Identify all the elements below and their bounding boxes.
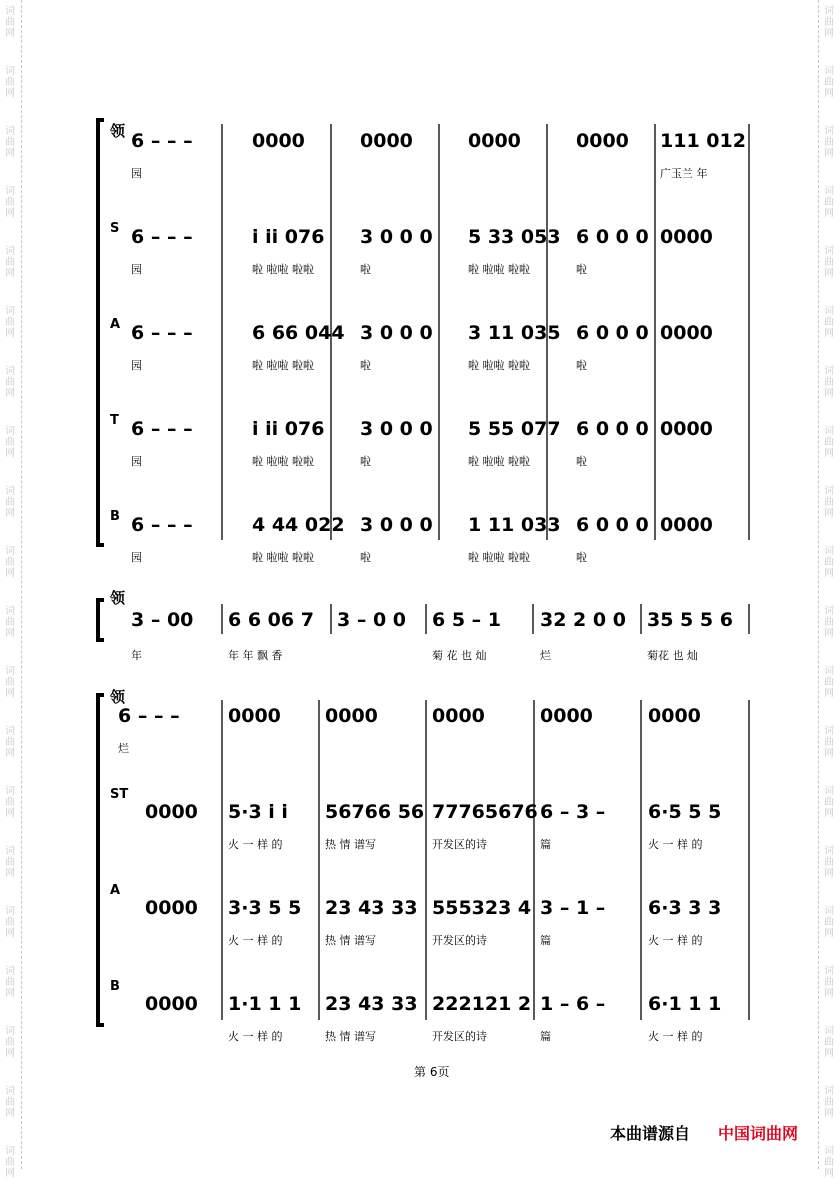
- measure-notes: 3·3 5 5: [228, 897, 302, 919]
- measure-notes: 6 0 0 0: [576, 226, 649, 248]
- watermark-text: 词 曲 网: [824, 546, 834, 579]
- watermark-text: 词 曲 网: [824, 726, 834, 759]
- watermark-text: 词 曲 网: [824, 906, 834, 939]
- watermark-text: 词 曲 网: [5, 66, 15, 99]
- measure-lyric: 啦: [360, 551, 371, 564]
- measure-lyric: 篇: [540, 934, 551, 947]
- measure-notes: 0000: [660, 322, 713, 344]
- measure-lyric: 啦 啦啦 啦啦: [468, 359, 530, 372]
- measure-notes: 3 0 0 0: [360, 322, 433, 344]
- measure-notes: 0000: [325, 705, 378, 727]
- measure-notes: 6·1 1 1: [648, 993, 722, 1015]
- measure-notes: 6 – – –: [131, 322, 193, 344]
- system-3-bracket: [98, 695, 104, 1025]
- measure-notes: 0000: [360, 130, 413, 152]
- watermark-text: 词 曲 网: [824, 1146, 834, 1179]
- measure-lyric: 年: [131, 649, 142, 662]
- system-3: [98, 688, 749, 1043]
- watermark-text: 词 曲 网: [824, 666, 834, 699]
- watermark-text: 词 曲 网: [5, 606, 15, 639]
- measure-notes: 6·3 3 3: [648, 897, 722, 919]
- measure-lyric: 火 一 样 的: [228, 838, 283, 851]
- measure-lyric: 火 一 样 的: [648, 934, 703, 947]
- measure-lyric: 啦: [576, 551, 587, 564]
- measure-notes: 4 44 022: [252, 514, 345, 536]
- watermark-text: 词 曲 网: [824, 126, 834, 159]
- measure-lyric: 啦: [576, 359, 587, 372]
- measure-lyric: 烂: [540, 649, 551, 662]
- measure-lyric: 篇: [540, 838, 551, 851]
- watermark-text: 词 曲 网: [824, 306, 834, 339]
- measure-notes: 1 – 6 –: [540, 993, 606, 1015]
- measure-notes: 5·3 i i: [228, 801, 288, 823]
- measure-notes: 1·1 1 1: [228, 993, 302, 1015]
- watermark-text: 词 曲 网: [5, 1146, 15, 1179]
- measure-lyric: 园: [131, 263, 142, 276]
- measure-lyric: 菊花 也 灿: [647, 649, 698, 662]
- watermark-text: 词 曲 网: [5, 666, 15, 699]
- watermark-text: 词 曲 网: [824, 786, 834, 819]
- watermark-text: 词 曲 网: [824, 6, 834, 39]
- measure-notes: 0000: [468, 130, 521, 152]
- measure-notes: 0000: [145, 801, 198, 823]
- measure-notes: 6 0 0 0: [576, 418, 649, 440]
- measure-lyric: 开发区的诗: [432, 934, 487, 947]
- credit-site-link[interactable]: 中国词曲网: [718, 1124, 799, 1143]
- watermark-text: 词 曲 网: [824, 366, 834, 399]
- measure-notes: 0000: [252, 130, 305, 152]
- measure-notes: 3 – 1 –: [540, 897, 606, 919]
- watermark-text: 词 曲 网: [5, 966, 15, 999]
- measure-notes: 111 012: [660, 130, 746, 152]
- measure-lyric: 啦: [360, 359, 371, 372]
- measure-lyric: 园: [131, 455, 142, 468]
- measure-notes: 23 43 33: [325, 897, 418, 919]
- measure-notes: 1 11 033: [468, 514, 561, 536]
- watermark-text: 词 曲 网: [5, 1086, 15, 1119]
- part-label: B: [110, 979, 120, 994]
- measure-notes: 0000: [660, 514, 713, 536]
- watermark-text: 词 曲 网: [824, 486, 834, 519]
- watermark-text: 词 曲 网: [824, 186, 834, 219]
- watermark-text: 词 曲 网: [5, 906, 15, 939]
- measure-notes: i ii 076: [252, 418, 325, 440]
- measure-notes: 3 0 0 0: [360, 418, 433, 440]
- system-1-bracket: [98, 120, 104, 545]
- measure-notes: 6 5 – 1: [432, 609, 502, 631]
- measure-notes: 3 11 035: [468, 322, 561, 344]
- measure-lyric: 烂: [118, 742, 129, 755]
- part-label: 领: [110, 122, 126, 140]
- measure-notes: 6 6 06 7: [228, 609, 314, 631]
- page-number: 第 6页: [414, 1065, 450, 1079]
- watermark-text: 词 曲 网: [824, 426, 834, 459]
- watermark-text: 词 曲 网: [5, 546, 15, 579]
- measure-lyric: 火 一 样 的: [648, 1030, 703, 1043]
- watermark-text: 词 曲 网: [5, 126, 15, 159]
- watermark-text: 词 曲 网: [824, 606, 834, 639]
- part-label: 领: [110, 688, 126, 706]
- part-label: B: [110, 509, 120, 524]
- measure-notes: 0000: [540, 705, 593, 727]
- measure-lyric: 啦 啦啦 啦啦: [252, 359, 314, 372]
- watermark-text: 词 曲 网: [824, 66, 834, 99]
- measure-lyric: 园: [131, 359, 142, 372]
- measure-notes: 0000: [432, 705, 485, 727]
- measure-notes: 222121 2: [432, 993, 532, 1015]
- part-label: A: [110, 883, 121, 898]
- credit-text: 本曲谱源自: [610, 1124, 691, 1143]
- measure-notes: 35 5 5 6: [647, 609, 733, 631]
- measure-lyric: 开发区的诗: [432, 838, 487, 851]
- measure-notes: 3 – 0 0: [337, 609, 407, 631]
- part-label: T: [110, 413, 119, 428]
- measure-notes: 6 – – –: [131, 130, 193, 152]
- watermark-text: 词 曲 网: [824, 846, 834, 879]
- watermark-text: 词 曲 网: [5, 1026, 15, 1059]
- measure-lyric: 啦 啦啦 啦啦: [252, 263, 314, 276]
- watermark-text: 词 曲 网: [5, 366, 15, 399]
- watermark-text: 词 曲 网: [5, 426, 15, 459]
- watermark-text: 词 曲 网: [824, 966, 834, 999]
- measure-lyric: 园: [131, 167, 142, 180]
- measure-lyric: 广玉兰 年: [660, 167, 708, 180]
- part-label: ST: [110, 787, 129, 802]
- measure-lyric: 园: [131, 551, 142, 564]
- measure-lyric: 开发区的诗: [432, 1030, 487, 1043]
- watermark-text: 词 曲 网: [5, 306, 15, 339]
- watermark-text: 词 曲 网: [824, 246, 834, 279]
- watermark-text: 词 曲 网: [824, 1086, 834, 1119]
- watermark-text: 词 曲 网: [5, 186, 15, 219]
- measure-lyric: 篇: [540, 1030, 551, 1043]
- measure-lyric: 啦 啦啦 啦啦: [468, 263, 530, 276]
- measure-lyric: 啦 啦啦 啦啦: [252, 551, 314, 564]
- measure-notes: 6·5 5 5: [648, 801, 722, 823]
- measure-notes: 32 2 0 0: [540, 609, 626, 631]
- measure-notes: 6 – 3 –: [540, 801, 606, 823]
- system-2-bracket: [98, 600, 104, 640]
- measure-notes: 0000: [228, 705, 281, 727]
- measure-lyric: 热 情 谱写: [325, 1030, 376, 1043]
- measure-lyric: 啦 啦啦 啦啦: [252, 455, 314, 468]
- measure-notes: 0000: [660, 226, 713, 248]
- measure-lyric: 啦 啦啦 啦啦: [468, 551, 530, 564]
- measure-notes: i ii 076: [252, 226, 325, 248]
- measure-notes: 6 – – –: [131, 226, 193, 248]
- measure-lyric: 菊 花 也 灿: [432, 649, 487, 662]
- watermark-text: 词 曲 网: [5, 846, 15, 879]
- measure-notes: 3 0 0 0: [360, 226, 433, 248]
- measure-notes: 56766 56: [325, 801, 425, 823]
- part-label: S: [110, 221, 120, 236]
- measure-lyric: 啦: [360, 455, 371, 468]
- measure-lyric: 啦: [576, 263, 587, 276]
- measure-notes: 6 – – –: [131, 418, 193, 440]
- watermark-text: 词 曲 网: [5, 786, 15, 819]
- system-2: [98, 589, 749, 662]
- measure-lyric: 火 一 样 的: [648, 838, 703, 851]
- measure-lyric: 啦: [576, 455, 587, 468]
- measure-notes: 0000: [576, 130, 629, 152]
- part-label: 领: [110, 589, 126, 607]
- measure-notes: 23 43 33: [325, 993, 418, 1015]
- measure-notes: 77765676: [432, 801, 538, 823]
- measure-notes: 5 55 077: [468, 418, 561, 440]
- part-label: A: [110, 317, 121, 332]
- measure-notes: 5 33 053: [468, 226, 561, 248]
- system-1: [98, 120, 749, 564]
- watermark-text: 词 曲 网: [5, 486, 15, 519]
- measure-notes: 6 – – –: [118, 705, 180, 727]
- measure-notes: 0000: [145, 897, 198, 919]
- measure-notes: 6 0 0 0: [576, 322, 649, 344]
- measure-lyric: 火 一 样 的: [228, 934, 283, 947]
- measure-notes: 555323 4: [432, 897, 532, 919]
- watermark-text: 词 曲 网: [5, 726, 15, 759]
- measure-lyric: 火 一 样 的: [228, 1030, 283, 1043]
- measure-lyric: 年 年 飘 香: [228, 649, 283, 662]
- watermark-text: 词 曲 网: [5, 246, 15, 279]
- measure-notes: 6 66 044: [252, 322, 345, 344]
- measure-notes: 6 0 0 0: [576, 514, 649, 536]
- measure-lyric: 啦 啦啦 啦啦: [468, 455, 530, 468]
- measure-lyric: 热 情 谱写: [325, 934, 376, 947]
- measure-notes: 6 – – –: [131, 514, 193, 536]
- measure-lyric: 热 情 谱写: [325, 838, 376, 851]
- measure-notes: 3 0 0 0: [360, 514, 433, 536]
- measure-notes: 0000: [660, 418, 713, 440]
- watermark-text: 词 曲 网: [824, 1026, 834, 1059]
- measure-notes: 0000: [648, 705, 701, 727]
- measure-lyric: 啦: [360, 263, 371, 276]
- measure-notes: 0000: [145, 993, 198, 1015]
- measure-notes: 3 – 00: [131, 609, 194, 631]
- watermark-text: 词 曲 网: [5, 6, 15, 39]
